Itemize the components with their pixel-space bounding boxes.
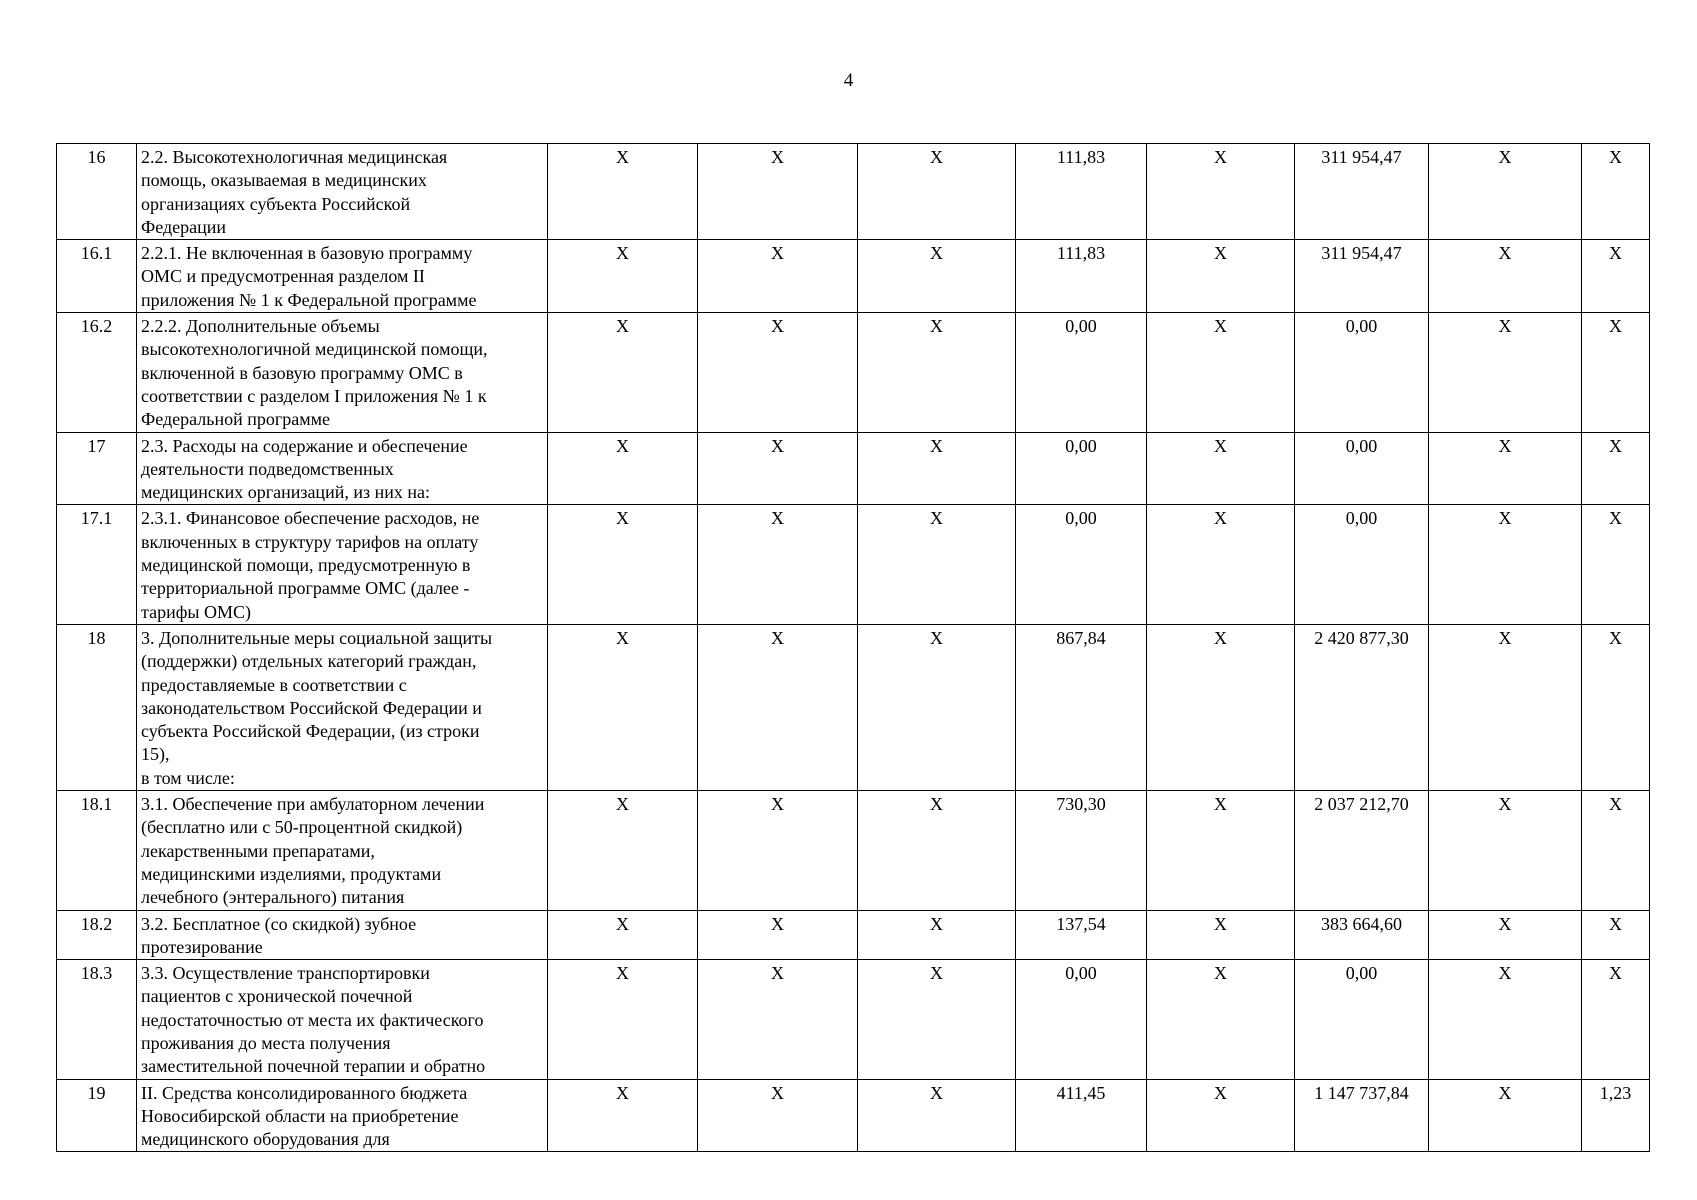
table-row: [57, 960, 1650, 1079]
table-row: [57, 624, 1650, 790]
col7-value: X: [1429, 624, 1582, 790]
col8-value: X: [1582, 624, 1650, 790]
col3-value: X: [858, 432, 1016, 505]
col2-value: X: [698, 624, 858, 790]
row-number: 16.1: [57, 240, 137, 313]
table-row: [57, 144, 1650, 240]
col4-value: 0,00: [1016, 313, 1147, 432]
row-number: 18.3: [57, 960, 137, 1079]
col4-value: 730,30: [1016, 791, 1147, 910]
col7-value: X: [1429, 313, 1582, 432]
row-number: 16: [57, 144, 137, 240]
col7-value: X: [1429, 240, 1582, 313]
col8-value: X: [1582, 313, 1650, 432]
col2-value: X: [698, 313, 858, 432]
row-description: 2.3. Расходы на содержание и обеспечение деятельности подведомственных медицинских организаций, из них на:: [137, 432, 548, 505]
col1-value: X: [548, 960, 698, 1079]
col2-value: X: [698, 505, 858, 624]
col5-value: X: [1147, 910, 1295, 960]
table-row: [57, 313, 1650, 432]
col1-value: X: [548, 313, 698, 432]
col3-value: X: [858, 144, 1016, 240]
col2-value: X: [698, 144, 858, 240]
row-description: II. Средства консолидированного бюджета Новосибирской области на приобретение медицинского оборудования для: [137, 1079, 548, 1152]
col3-value: X: [858, 624, 1016, 790]
col6-value: 2 420 877,30: [1295, 624, 1429, 790]
col2-value: X: [698, 791, 858, 910]
col4-value: 867,84: [1016, 624, 1147, 790]
col2-value: X: [698, 432, 858, 505]
col6-value: 0,00: [1295, 505, 1429, 624]
col8-value: X: [1582, 791, 1650, 910]
row-number: 18: [57, 624, 137, 790]
col5-value: X: [1147, 791, 1295, 910]
col1-value: X: [548, 791, 698, 910]
col1-value: X: [548, 432, 698, 505]
col4-value: 137,54: [1016, 910, 1147, 960]
col1-value: X: [548, 505, 698, 624]
row-number: 18.2: [57, 910, 137, 960]
table-row: [57, 791, 1650, 910]
financing-table: [56, 143, 1650, 1152]
col8-value: X: [1582, 960, 1650, 1079]
col4-value: 0,00: [1016, 960, 1147, 1079]
page-number: 4: [843, 70, 854, 91]
col5-value: X: [1147, 960, 1295, 1079]
row-number: 17: [57, 432, 137, 505]
col5-value: X: [1147, 313, 1295, 432]
col1-value: X: [548, 624, 698, 790]
row-description: 3. Дополнительные меры социальной защиты (поддержки) отдельных категорий граждан, предоставляемые в соответствии с законодательством Российской Федерации и субъекта Российской Федерации, (из строки 15), в том числе:: [137, 624, 548, 790]
table-row: [57, 505, 1650, 624]
table-body: [57, 144, 1650, 1152]
col1-value: X: [548, 240, 698, 313]
col5-value: X: [1147, 432, 1295, 505]
col7-value: X: [1429, 791, 1582, 910]
col7-value: X: [1429, 910, 1582, 960]
col2-value: X: [698, 910, 858, 960]
col6-value: 311 954,47: [1295, 240, 1429, 313]
col8-value: X: [1582, 240, 1650, 313]
col3-value: X: [858, 791, 1016, 910]
col4-value: 111,83: [1016, 240, 1147, 313]
row-number: 16.2: [57, 313, 137, 432]
row-number: 19: [57, 1079, 137, 1152]
col7-value: X: [1429, 432, 1582, 505]
col6-value: 0,00: [1295, 432, 1429, 505]
col3-value: X: [858, 1079, 1016, 1152]
col7-value: X: [1429, 1079, 1582, 1152]
row-description: 2.2.2. Дополнительные объемы высокотехнологичной медицинской помощи, включенной в базовую программу ОМС в соответствии с разделом I приложения № 1 к Федеральной программе: [137, 313, 548, 432]
col3-value: X: [858, 313, 1016, 432]
col8-value: 1,23: [1582, 1079, 1650, 1152]
col3-value: X: [858, 960, 1016, 1079]
row-description: 3.3. Осуществление транспортировки пациентов с хронической почечной недостаточностью от места их фактического проживания до места получения заместительной почечной терапии и обратно: [137, 960, 548, 1079]
col5-value: X: [1147, 505, 1295, 624]
col6-value: 0,00: [1295, 313, 1429, 432]
col5-value: X: [1147, 1079, 1295, 1152]
row-description: 3.1. Обеспечение при амбулаторном лечении (бесплатно или с 50-процентной скидкой) лекарственными препаратами, медицинскими изделиями, продуктами лечебного (энтерального) питания: [137, 791, 548, 910]
col8-value: X: [1582, 505, 1650, 624]
row-number: 18.1: [57, 791, 137, 910]
col4-value: 111,83: [1016, 144, 1147, 240]
col6-value: 2 037 212,70: [1295, 791, 1429, 910]
col8-value: X: [1582, 910, 1650, 960]
col6-value: 311 954,47: [1295, 144, 1429, 240]
table-row: [57, 910, 1650, 960]
table-row: [57, 432, 1650, 505]
col1-value: X: [548, 144, 698, 240]
col5-value: X: [1147, 144, 1295, 240]
row-description: 2.2. Высокотехнологичная медицинская помощь, оказываемая в медицинских организациях субъекта Российской Федерации: [137, 144, 548, 240]
col5-value: X: [1147, 624, 1295, 790]
col2-value: X: [698, 1079, 858, 1152]
table-row: [57, 1079, 1650, 1152]
col6-value: 0,00: [1295, 960, 1429, 1079]
col1-value: X: [548, 910, 698, 960]
col8-value: X: [1582, 432, 1650, 505]
col6-value: 1 147 737,84: [1295, 1079, 1429, 1152]
col3-value: X: [858, 505, 1016, 624]
col8-value: X: [1582, 144, 1650, 240]
col3-value: X: [858, 910, 1016, 960]
col1-value: X: [548, 1079, 698, 1152]
col4-value: 0,00: [1016, 505, 1147, 624]
row-description: 2.2.1. Не включенная в базовую программу ОМС и предусмотренная разделом II приложения № 1 к Федеральной программе: [137, 240, 548, 313]
row-description: 2.3.1. Финансовое обеспечение расходов, не включенных в структуру тарифов на оплату медицинской помощи, предусмотренную в территориальной программе ОМС (далее - тарифы ОМС): [137, 505, 548, 624]
col7-value: X: [1429, 960, 1582, 1079]
col7-value: X: [1429, 505, 1582, 624]
col5-value: X: [1147, 240, 1295, 313]
col2-value: X: [698, 240, 858, 313]
col4-value: 0,00: [1016, 432, 1147, 505]
col6-value: 383 664,60: [1295, 910, 1429, 960]
col3-value: X: [858, 240, 1016, 313]
col2-value: X: [698, 960, 858, 1079]
row-description: 3.2. Бесплатное (со скидкой) зубное протезирование: [137, 910, 548, 960]
col7-value: X: [1429, 144, 1582, 240]
col4-value: 411,45: [1016, 1079, 1147, 1152]
table-row: [57, 240, 1650, 313]
row-number: 17.1: [57, 505, 137, 624]
